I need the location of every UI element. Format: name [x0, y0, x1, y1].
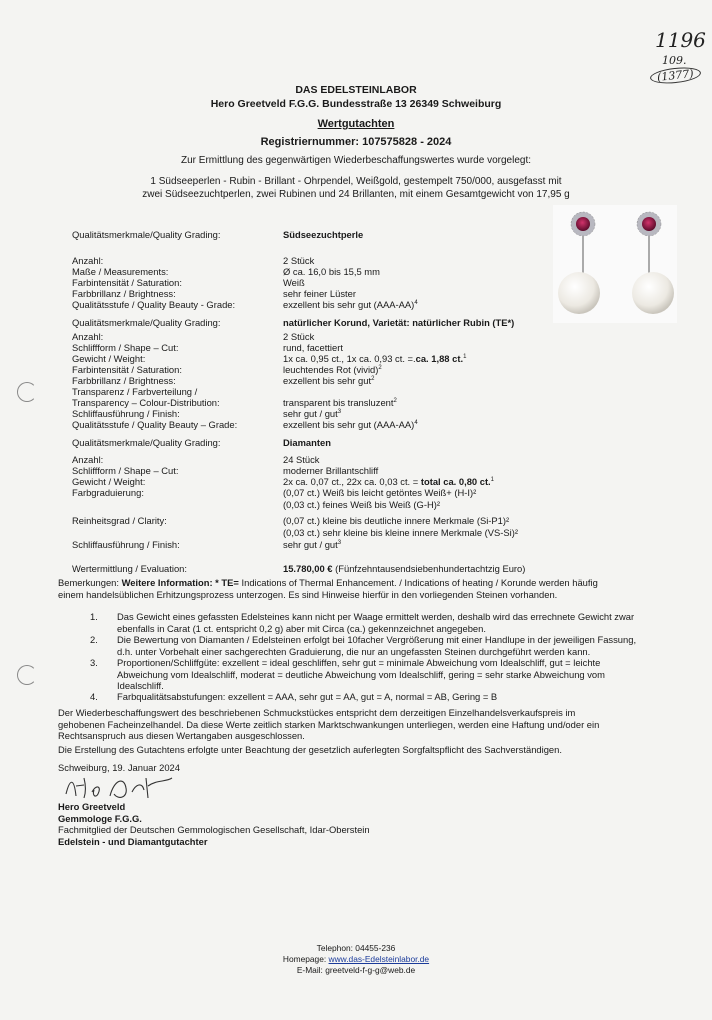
earrings-photo: [553, 205, 677, 323]
intro-text: Zur Ermittlung des gegenwärtigen Wiederbeschaffungswertes wurde vorgelegt:: [181, 155, 531, 166]
diamond-grading-title: Qualitätsmerkmale/Quality Grading: Diamanten: [72, 437, 331, 448]
pearl-grading-title: Qualitätsmerkmale/Quality Grading: Südseezuchtperle: [72, 229, 364, 240]
remarks: Bemerkungen: Weitere Information: * TE= Indications of Thermal Enhancement. / Indications of heating / Korunde werden häufig einem handelsüblichen Erhitzungsprozess unterzogen. Es sind Hinweise hierfür in den vorliegenden Steinen vorhanden.: [58, 577, 598, 600]
footer-email: E-Mail: greetveld-f-g-g@web.de: [296, 965, 416, 975]
left-earring: [558, 212, 600, 314]
place-date: Schweiburg, 19. Januar 2024: [58, 762, 180, 773]
diamond-row: Schliffform / Shape – Cut: moderner Brillantschliff: [72, 465, 379, 476]
pearl-row: Maße / Measurements: Ø ca. 16,0 bis 15,5 mm: [72, 266, 380, 277]
liability-paragraph: Der Wiederbeschaffungswert des beschriebenen Schmuckstückes entspricht dem derzeitigen Einzelhandelsverkaufspreis im gehobenen Facheinzelhandel. Da diese Werte zeitlich starken Marktschwankungen unterliegen, werden eine Haftung und/oder ein Rechtsanspruch aus diesen Wertangaben ausgeschlossen.: [58, 707, 600, 741]
pearl-row: Qualitätsstufe / Quality Beauty - Grade: exzellent bis sehr gut $(AAA-AA)^4$: [72, 299, 418, 310]
diamond-row: Farbgraduierung: (0,07 ct.) Weiß bis leicht getöntes Weiß+ (H-I)²: [72, 487, 477, 498]
handwritten-number: 1196: [655, 28, 706, 52]
note-item: 2. Die Bewertung von Diamanten / Edelsteinen erfolgt bei 10facher Vergrößerung mit einer Handlupe in der jeweiligen Fassung, d.h. unter Vorbehalt einer sachgerechten Graduierung, die nur an ungefassten Steinen durchgeführt werden kann.: [90, 634, 637, 657]
ruby-row: Farbintensität / Saturation: leuchtendes Rot (vivid)$^2$: [72, 364, 382, 375]
diamond-row: Reinheitsgrad / Clarity: (0,07 ct.) kleine bis deutliche innere Merkmale (Si-P1)²: [72, 515, 510, 526]
diamond-row: Gewicht / Weight: 2x ca. 0,07 ct., 22x ca. 0,03 ct. = total ca. 0,80 ct.$^1$: [72, 476, 495, 487]
diamond-row: Schliffausführung / Finish: sehr gut / gut$^3$: [72, 539, 342, 550]
right-earring: [632, 212, 674, 314]
pearl-row: Farbintensität / Saturation: Weiß: [72, 277, 305, 288]
ruby-grading-title: Qualitätsmerkmale/Quality Grading: natürlicher Korund, Varietät: natürlicher Rubin (TE*): [72, 317, 515, 328]
diamond-row: (0,03 ct.) sehr kleine bis kleine innere Merkmale (VS-Si)²: [283, 527, 518, 538]
ruby-row: Gewicht / Weight: 1x ca. 0,95 ct., 1x ca. 0,93 ct. =.ca. 1,88 ct.$^1$: [72, 353, 467, 364]
signer-membership: Fachmitglied der Deutschen Gemmologischen Gesellschaft, Idar-Oberstein: [58, 824, 370, 835]
homepage-link[interactable]: www.das-Edelsteinlabor.de: [328, 954, 430, 964]
ruby-row: Transparency – Colour-Distribution: transparent bis transluzent$^2$: [72, 397, 397, 408]
handwritten-signature: [62, 772, 182, 802]
ruby-row: Schliffausführung / Finish: sehr gut / gut$^3$: [72, 408, 342, 419]
handwritten-circled-number: (1377): [649, 65, 701, 85]
lab-name: DAS EDELSTEINLABOR: [295, 84, 417, 96]
footer-phone: Telephon: 04455-236: [316, 943, 396, 953]
note-item: 4. Farbqualitätsabstufungen: exzellent = AAA, sehr gut = AA, gut = A, normal = AB, Gering = B: [90, 691, 498, 702]
signer-role: Edelstein - und Diamantgutachter: [58, 835, 208, 847]
ruby-row: Qualitätsstufe / Quality Beauty – Grade: exzellent bis sehr gut $(AAA-AA)^4$: [72, 419, 418, 430]
punch-hole: [17, 665, 37, 685]
item-description-line1: 1 Südseeperlen - Rubin - Brillant - Ohrpendel, Weißgold, gestempelt 750/000, ausgefasst mit: [150, 176, 562, 187]
document-type: Wertgutachten: [317, 118, 395, 130]
pearl-row: Anzahl: 2 Stück: [72, 255, 315, 266]
ruby-row: Farbbrillanz / Brightness: exzellent bis sehr gut$^2$: [72, 375, 375, 386]
signer-name: Hero Greetveld: [58, 801, 126, 812]
valuation-row: Wertermittlung / Evaluation: 15.780,00 € (Fünfzehntausendsiebenhundertachtzig Euro): [72, 563, 526, 574]
signature-block: [58, 801, 370, 847]
lab-address: Hero Greetveld F.G.G. Bundesstraße 13 26349 Schweiburg: [210, 98, 502, 110]
care-statement: Die Erstellung des Gutachtens erfolgte unter Beachtung der gesetzlich auferlegten Sorgfaltspflicht des Sachverständigen.: [58, 744, 562, 755]
note-item: 1. Das Gewicht eines gefassten Edelsteines kann nicht per Waage ermittelt werden, deshalb wird das errechnete Gewicht zwar ebenfalls in Carat (1 ct. entspricht 0,2 g) aber mit Circa (ca.) gekennzeichnet angegeben.: [90, 611, 635, 634]
ruby-row: Anzahl: 2 Stück: [72, 331, 315, 342]
handwritten-subnumber: 109.: [662, 54, 687, 67]
punch-hole: [17, 382, 37, 402]
diamond-row: (0,03 ct.) feines Weiß bis Weiß (G-H)²: [283, 499, 440, 510]
signer-title: Gemmologe F.G.G.: [58, 812, 142, 824]
registry-number: Registriernummer: 107575828 - 2024: [260, 136, 452, 148]
diamond-row: Anzahl: 24 Stück: [72, 454, 320, 465]
ruby-row: Transparenz / Farbverteilung /: [72, 386, 198, 397]
pearl-row: Farbbrillanz / Brightness: sehr feiner Lüster: [72, 288, 356, 299]
valuation-amount: 15.780,00 €: [283, 563, 333, 574]
ruby-row: Schliffform / Shape – Cut: rund, facettiert: [72, 342, 343, 353]
item-description-line2: zwei Südseezuchtperlen, zwei Rubinen und 24 Brillanten, mit einem Gesamtgewicht von 17,95 g: [142, 189, 570, 200]
note-item: 3. Proportionen/Schliffgüte: exzellent = ideal geschliffen, sehr gut = minimale Abweichung vom Idealschliff, gut = leichte Abweichung vom Idealschliff, moderat = deutliche Abweichung vom Idealschliff, gering = sehr starke Abweichung vom Idealschliff.: [90, 657, 605, 691]
footer-homepage: Homepage: www.das-Edelsteinlabor.de: [282, 954, 430, 964]
